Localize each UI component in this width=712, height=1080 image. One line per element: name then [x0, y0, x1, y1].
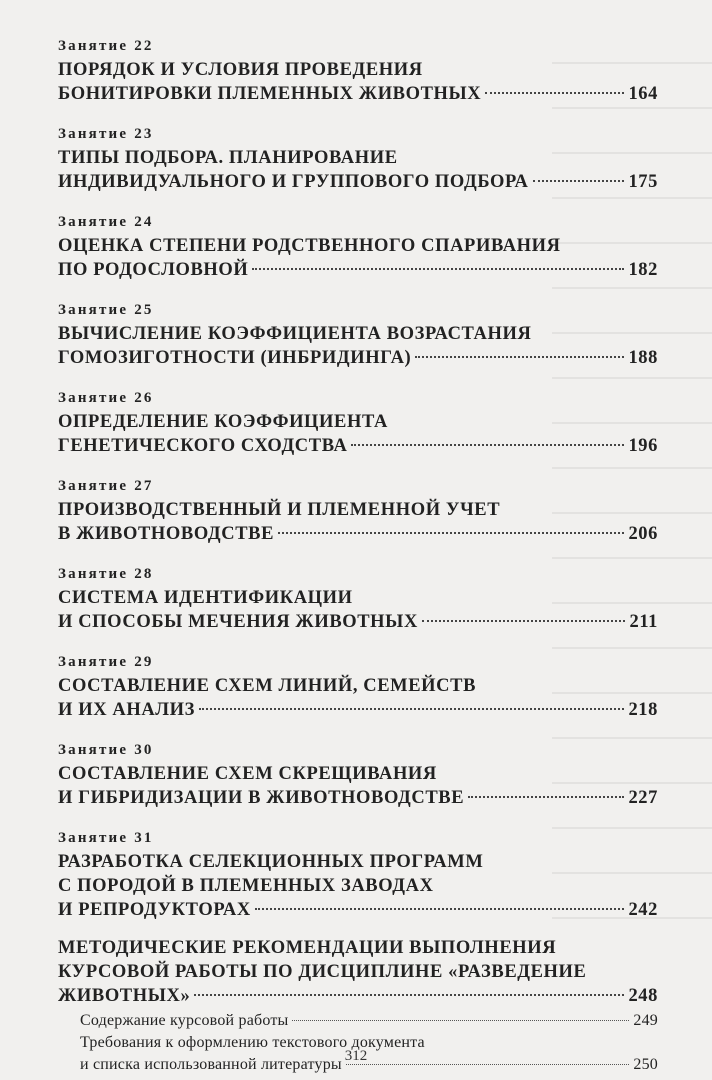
- table-of-contents: [58, 36, 658, 1076]
- dot-leader: [194, 994, 624, 996]
- lesson-number: Занятие 23: [58, 126, 154, 142]
- entry-title-text: ГЕНЕТИЧЕСКОГО СХОДСТВА: [58, 436, 348, 456]
- entry-title-line: ПОРЯДОК И УСЛОВИЯ ПРОВЕДЕНИЯ: [58, 60, 423, 80]
- lesson-number: Занятие 31: [58, 830, 154, 846]
- toc-entry: [58, 476, 658, 546]
- entry-title-line: ВЫЧИСЛЕНИЕ КОЭФФИЦИЕНТА ВОЗРАСТАНИЯ: [58, 324, 532, 344]
- lesson-number: Занятие 22: [58, 38, 154, 54]
- entry-title-line: ТИПЫ ПОДБОРА. ПЛАНИРОВАНИЕ: [58, 148, 398, 168]
- page-number: 188: [628, 348, 658, 368]
- section-title-last-line[interactable]: [58, 984, 658, 1008]
- page-number: 248: [628, 986, 658, 1006]
- page-number: 227: [628, 788, 658, 808]
- dot-leader: [533, 180, 625, 182]
- subitem-text: Содержание курсовой работы: [80, 1012, 289, 1029]
- entry-title-line: ОЦЕНКА СТЕПЕНИ РОДСТВЕННОГО СПАРИВАНИЯ: [58, 236, 561, 256]
- dot-leader: [485, 92, 624, 94]
- entry-title-text: ПО РОДОСЛОВНОЙ: [58, 260, 249, 280]
- dot-leader: [351, 444, 624, 446]
- entry-title-line: ОПРЕДЕЛЕНИЕ КОЭФФИЦИЕНТА: [58, 412, 388, 432]
- entry-title-last-line[interactable]: [58, 82, 658, 106]
- toc-entry: [58, 36, 658, 106]
- toc-entry: [58, 300, 658, 370]
- toc-entry: [58, 212, 658, 282]
- page-number: 182: [628, 260, 658, 280]
- dot-leader: [252, 268, 624, 270]
- entry-title-last-line[interactable]: [58, 786, 658, 810]
- dot-leader: [199, 708, 624, 710]
- entry-title-text: И ИХ АНАЛИЗ: [58, 700, 196, 720]
- dot-leader: [415, 356, 624, 358]
- section-title-line: МЕТОДИЧЕСКИЕ РЕКОМЕНДАЦИИ ВЫПОЛНЕНИЯ: [58, 938, 557, 958]
- entry-title-last-line[interactable]: [58, 170, 658, 194]
- toc-entry: [58, 388, 658, 458]
- dot-leader: [255, 908, 625, 910]
- page-footer-number: 312: [344, 1048, 368, 1064]
- subitem-line: Требования к оформлению текстового документа: [80, 1034, 425, 1051]
- subitem-text: и списка использованной литературы: [80, 1056, 342, 1073]
- entry-title-line: ПРОИЗВОДСТВЕННЫЙ И ПЛЕМЕННОЙ УЧЕТ: [58, 500, 501, 520]
- entry-title-line: С ПОРОДОЙ В ПЛЕМЕННЫХ ЗАВОДАХ: [58, 876, 434, 896]
- entry-title-text: И СПОСОБЫ МЕЧЕНИЯ ЖИВОТНЫХ: [58, 612, 418, 632]
- lesson-number: Занятие 29: [58, 654, 154, 670]
- entry-title-line: СИСТЕМА ИДЕНТИФИКАЦИИ: [58, 588, 353, 608]
- entry-title-text: ИНДИВИДУАЛЬНОГО И ГРУППОВОГО ПОДБОРА: [58, 172, 529, 192]
- toc-entry: [58, 124, 658, 194]
- entry-title-line: СОСТАВЛЕНИЕ СХЕМ ЛИНИЙ, СЕМЕЙСТВ: [58, 676, 477, 696]
- lesson-number: Занятие 25: [58, 302, 154, 318]
- dot-leader: [292, 1020, 629, 1021]
- lesson-number: Занятие 30: [58, 742, 154, 758]
- entry-title-last-line[interactable]: [58, 522, 658, 546]
- entry-title-last-line[interactable]: [58, 346, 658, 370]
- entry-title-line: СОСТАВЛЕНИЕ СХЕМ СКРЕЩИВАНИЯ: [58, 764, 437, 784]
- page-number: 196: [628, 436, 658, 456]
- page-number: 175: [628, 172, 658, 192]
- page-number: 164: [628, 84, 658, 104]
- page-number: 211: [629, 612, 658, 632]
- lesson-number: Занятие 24: [58, 214, 154, 230]
- page-number: 206: [628, 524, 658, 544]
- toc-entry: [58, 828, 658, 922]
- toc-entry: [58, 564, 658, 634]
- toc-entry: [58, 652, 658, 722]
- entry-title-text: И ГИБРИДИЗАЦИИ В ЖИВОТНОВОДСТВЕ: [58, 788, 465, 808]
- entry-title-last-line[interactable]: [58, 610, 658, 634]
- entry-title-text: БОНИТИРОВКИ ПЛЕМЕННЫХ ЖИВОТНЫХ: [58, 84, 482, 104]
- entry-title-text: И РЕПРОДУКТОРАХ: [58, 900, 251, 920]
- section-title-line: КУРСОВОЙ РАБОТЫ ПО ДИСЦИПЛИНЕ «РАЗВЕДЕНИЕ: [58, 962, 587, 982]
- entry-title-last-line[interactable]: [58, 698, 658, 722]
- entry-title-last-line[interactable]: [58, 898, 658, 922]
- lesson-number: Занятие 28: [58, 566, 154, 582]
- entry-title-line: РАЗРАБОТКА СЕЛЕКЦИОННЫХ ПРОГРАММ: [58, 852, 484, 872]
- page-number: 242: [628, 900, 658, 920]
- lesson-number: Занятие 26: [58, 390, 154, 406]
- entry-title-text: ГОМОЗИГОТНОСТИ (ИНБРИДИНГА): [58, 348, 412, 368]
- page-number: 249: [633, 1012, 658, 1029]
- page-number: 250: [633, 1056, 658, 1073]
- dot-leader: [422, 620, 626, 622]
- section-title-text: ЖИВОТНЫХ»: [58, 986, 191, 1006]
- toc-entry: [58, 740, 658, 810]
- dot-leader: [468, 796, 624, 798]
- toc-subitem[interactable]: [58, 1010, 658, 1032]
- lesson-number: Занятие 27: [58, 478, 154, 494]
- entry-title-text: В ЖИВОТНОВОДСТВЕ: [58, 524, 275, 544]
- entry-title-last-line[interactable]: [58, 258, 658, 282]
- dot-leader: [278, 532, 624, 534]
- page-number: 218: [628, 700, 658, 720]
- entry-title-last-line[interactable]: [58, 434, 658, 458]
